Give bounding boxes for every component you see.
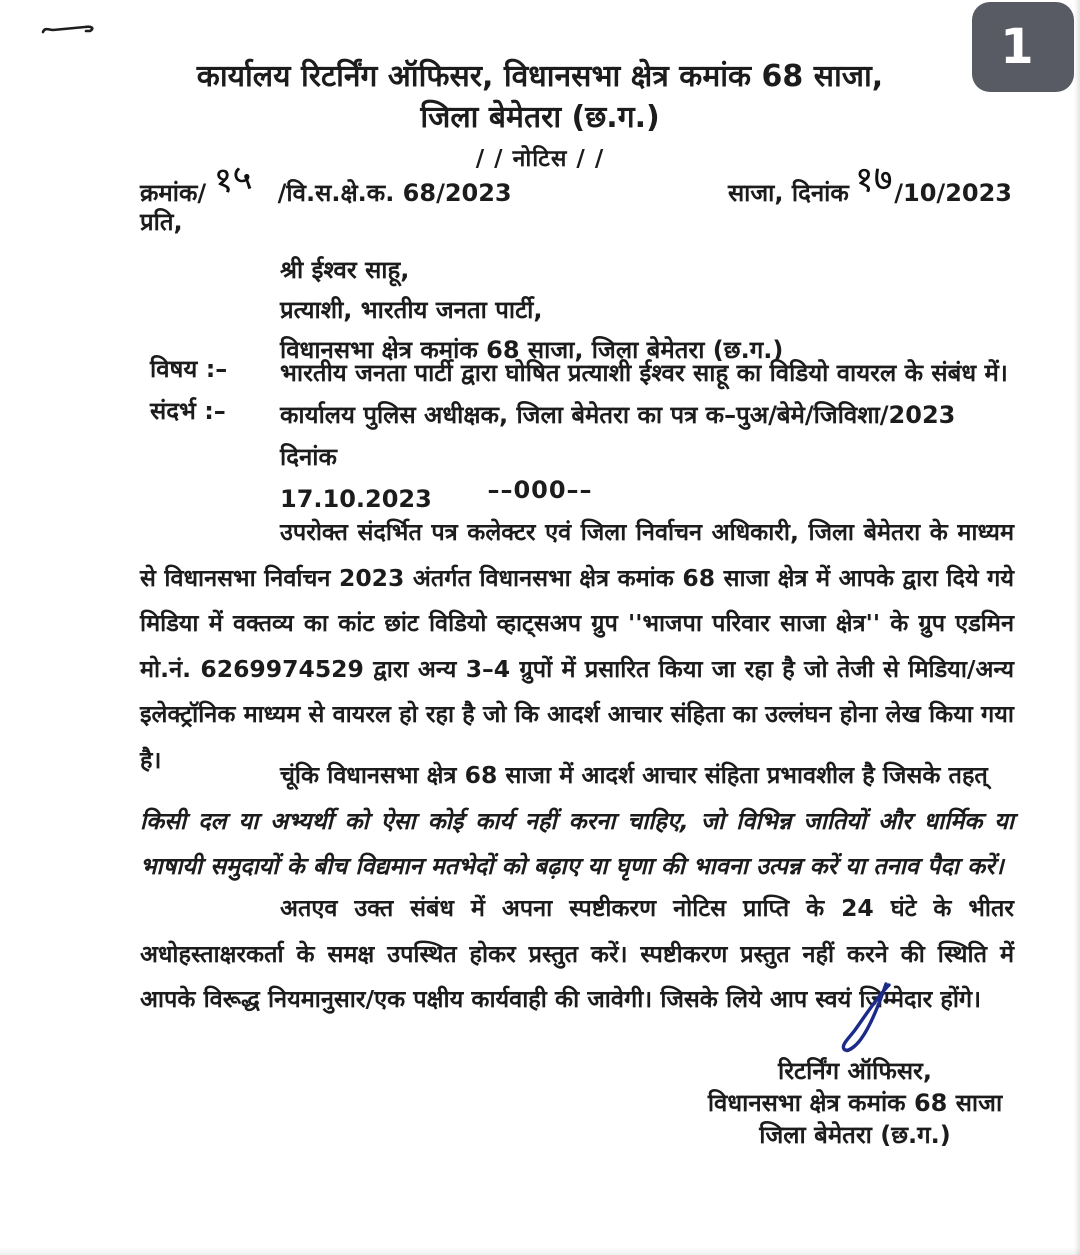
recipient-designation: प्रत्याशी, भारतीय जनता पार्टी, <box>280 296 543 324</box>
serial-label: क्रमांक/ <box>140 179 207 207</box>
body-paragraph-2 <box>140 753 1014 890</box>
page-number: 1 <box>1000 19 1034 75</box>
body-paragraph-1: उपरोक्त संदर्भित पत्र कलेक्टर एवं जिला निर्वाचन अधिकारी, जिला बेमेतरा के माध्यम से विधानसभा निर्वाचन 2023 अंतर्गत विधानसभा क्षेत्र कमांक 68 साजा क्षेत्र में आपके द्वारा दिये गये मिडिया में वक्तव्य का कांट छांट विडियो व्हाट्सअप ग्रुप ''भाजपा परिवार साजा क्षेत्र'' के ग्रुप एडमिन मो.नं. 6269974529 द्वारा अन्य 3–4 ग्रुपों में प्रसारित किया जा रहा है जो तेजी से मिडिया/अन्य इलेक्ट्रॉनिक माध्यम से वायरल हो रहा है जो कि आदर्श आचार संहिता का उल्लंघन होना लेख किया गया है। <box>140 518 1014 774</box>
reference-line: कार्यालय पुलिस अधीक्षक, जिला बेमेतरा का पत्र क–पुअ/बेमे/जिविशा/2023 दिनांक <box>280 401 956 471</box>
subject-label: विषय :– <box>150 355 228 383</box>
signature-block <box>700 1055 1010 1151</box>
serial-number <box>140 156 512 212</box>
serial-rest: /वि.स.क्षे.क. 68/2023 <box>277 179 512 207</box>
signatory-title: रिटर्निंग ऑफिसर, <box>778 1057 932 1085</box>
body-paragraph-3: अतएव उक्त संबंध में अपना स्पष्टीकरण नोटिस प्राप्ति के 24 घंटे के भीतर अधोहस्ताक्षरकर्ता के समक्ष उपस्थित होकर प्रस्तुत करें। स्पष्टीकरण प्रस्तुत नहीं करने की स्थिति में आपके विरूद्ध नियमानुसार/एक पक्षीय कार्यवाही की जावेगी। जिसके लिये आप स्वयं जिम्मेदार होंगे। <box>140 894 1014 1013</box>
notice-heading: / / नोटिस / / <box>475 146 605 172</box>
date-rest: /10/2023 <box>894 179 1012 207</box>
pen-mark-icon <box>40 22 98 38</box>
letterhead <box>0 56 1080 173</box>
paragraph-2-lead: चूंकि विधानसभा क्षेत्र 68 साजा में आदर्श आचार संहिता प्रभावशील है जिसके तहत् <box>280 761 988 789</box>
serial-handwritten: १५ <box>211 156 255 203</box>
signature-ink <box>832 982 904 1062</box>
place-date <box>727 157 1012 212</box>
subject-text: भारतीय जनता पार्टी द्वारा घोषित प्रत्याशी ईश्वर साहू का विडियो वायरल के संबंध में। <box>280 359 1008 387</box>
office-title-line1: कार्यालय रिटर्निंग ऑफिसर, विधानसभा क्षेत्र कमांक 68 साजा, <box>196 59 884 94</box>
office-title-line2: जिला बेमेतरा (छ.ग.) <box>420 100 660 135</box>
recipient-name: श्री ईश्वर साहू, <box>280 256 410 284</box>
recipient-salutation: प्रति, <box>140 208 183 236</box>
place-date-label: साजा, दिनांक <box>727 179 849 207</box>
signatory-district: जिला बेमेतरा (छ.ग.) <box>759 1121 951 1149</box>
section-separator: ––000–– <box>487 476 593 504</box>
recipient-constituency: विधानसभा क्षेत्र कमांक 68 साजा, जिला बेमेतरा (छ.ग.) <box>280 336 784 364</box>
signatory-constituency: विधानसभा क्षेत्र कमांक 68 साजा <box>707 1089 1003 1117</box>
date-handwritten: १७ <box>853 157 894 202</box>
paragraph-2-italic: किसी दल या अभ्यर्थी को ऐसा कोई कार्य नहीं करना चाहिए, जो विभिन्न जातियों और धार्मिक या भाषायी समुदायों के बीच विद्यमान मतभेदों को बढ़ाए या घृणा की भावना उत्पन्न करें या तनाव पैदा करें। <box>140 806 1014 880</box>
reference-label: संदर्भ :– <box>150 397 226 425</box>
reference-date: 17.10.2023 <box>280 485 432 513</box>
